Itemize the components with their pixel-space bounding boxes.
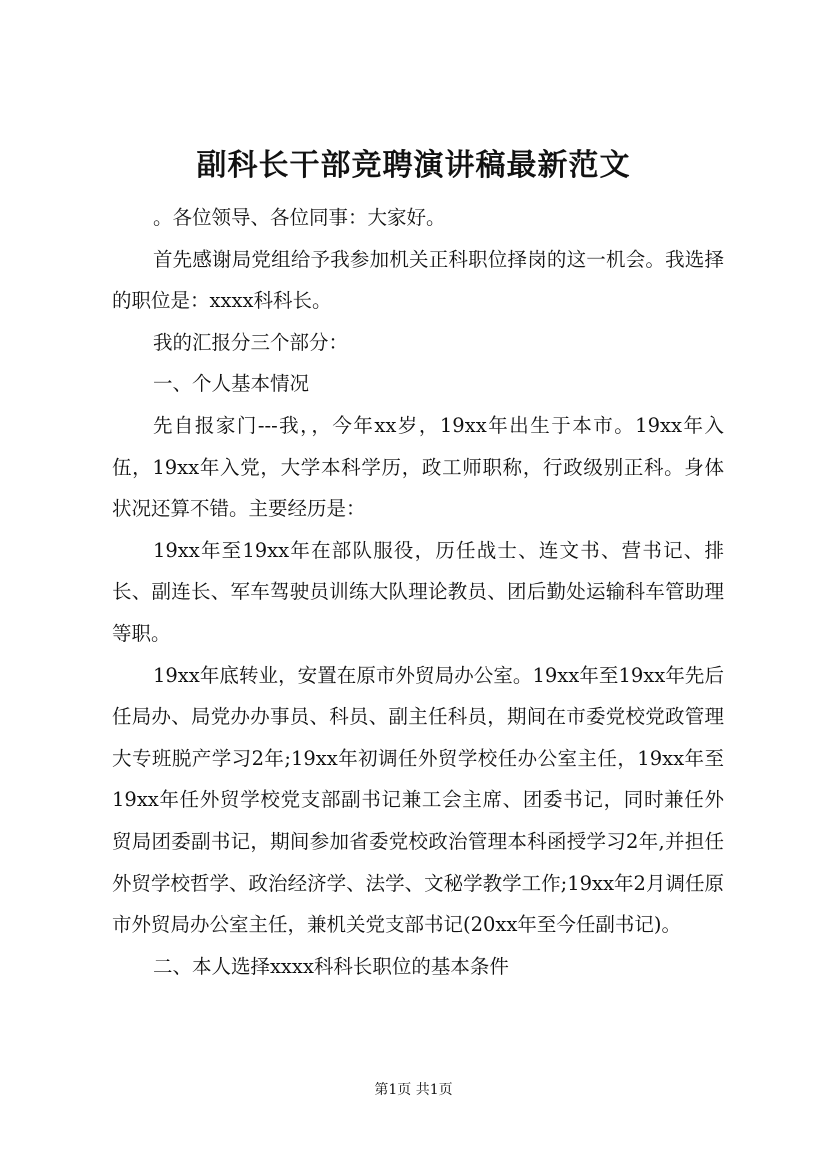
paragraph-intro: 先自报家门---我，，今年xx岁，19xx年出生于本市。19xx年入伍，19xx年入党，大学本科学历，政工师职称，行政级别正科。身体状况还算不错。主要经历是： bbox=[112, 413, 724, 521]
page-footer: 第1页 共1页 bbox=[374, 1082, 453, 1098]
paragraph-outline: 我的汇报分三个部分： bbox=[152, 330, 348, 354]
paragraph-career: 19xx年底转业，安置在原市外贸局办公室。19xx年至19xx年先后任局办、局党办办事员、科员、副主任科员，期间在市委党校党政管理大专班脱产学习2年;19xx年初调任外贸学校任办公室主任，19xx年至19xx年任外贸学校党支部副书记兼工会主席、团委书记，同时兼任外贸局团委副书记，期间参加省委党校政治管理本科函授学习2年,并担任外贸学校哲学、政治经济学、法学、文秘学教学工作;19xx年2月调任原市外贸局办公室主任，兼机关党支部书记(20xx年至今任副书记)。 bbox=[112, 663, 724, 937]
section-heading-1: 一、个人基本情况 bbox=[152, 372, 309, 396]
paragraph-thanks: 首先感谢局党组给予我参加机关正科职位择岗的这一机会。我选择的职位是：xxxx科科长。 bbox=[112, 247, 724, 313]
paragraph-military: 19xx年至19xx年在部队服役，历任战士、连文书、营书记、排长、副连长、军车驾驶员训练大队理论教员、团后勤处运输科车管助理等职。 bbox=[112, 538, 724, 645]
document-title: 副科长干部竞聘演讲稿最新范文 bbox=[196, 148, 631, 183]
document-body bbox=[112, 197, 724, 987]
section-heading-2: 二、本人选择xxxx科科长职位的基本条件 bbox=[152, 954, 509, 978]
paragraph-greeting: 。各位领导、各位同事：大家好。 bbox=[152, 206, 446, 229]
